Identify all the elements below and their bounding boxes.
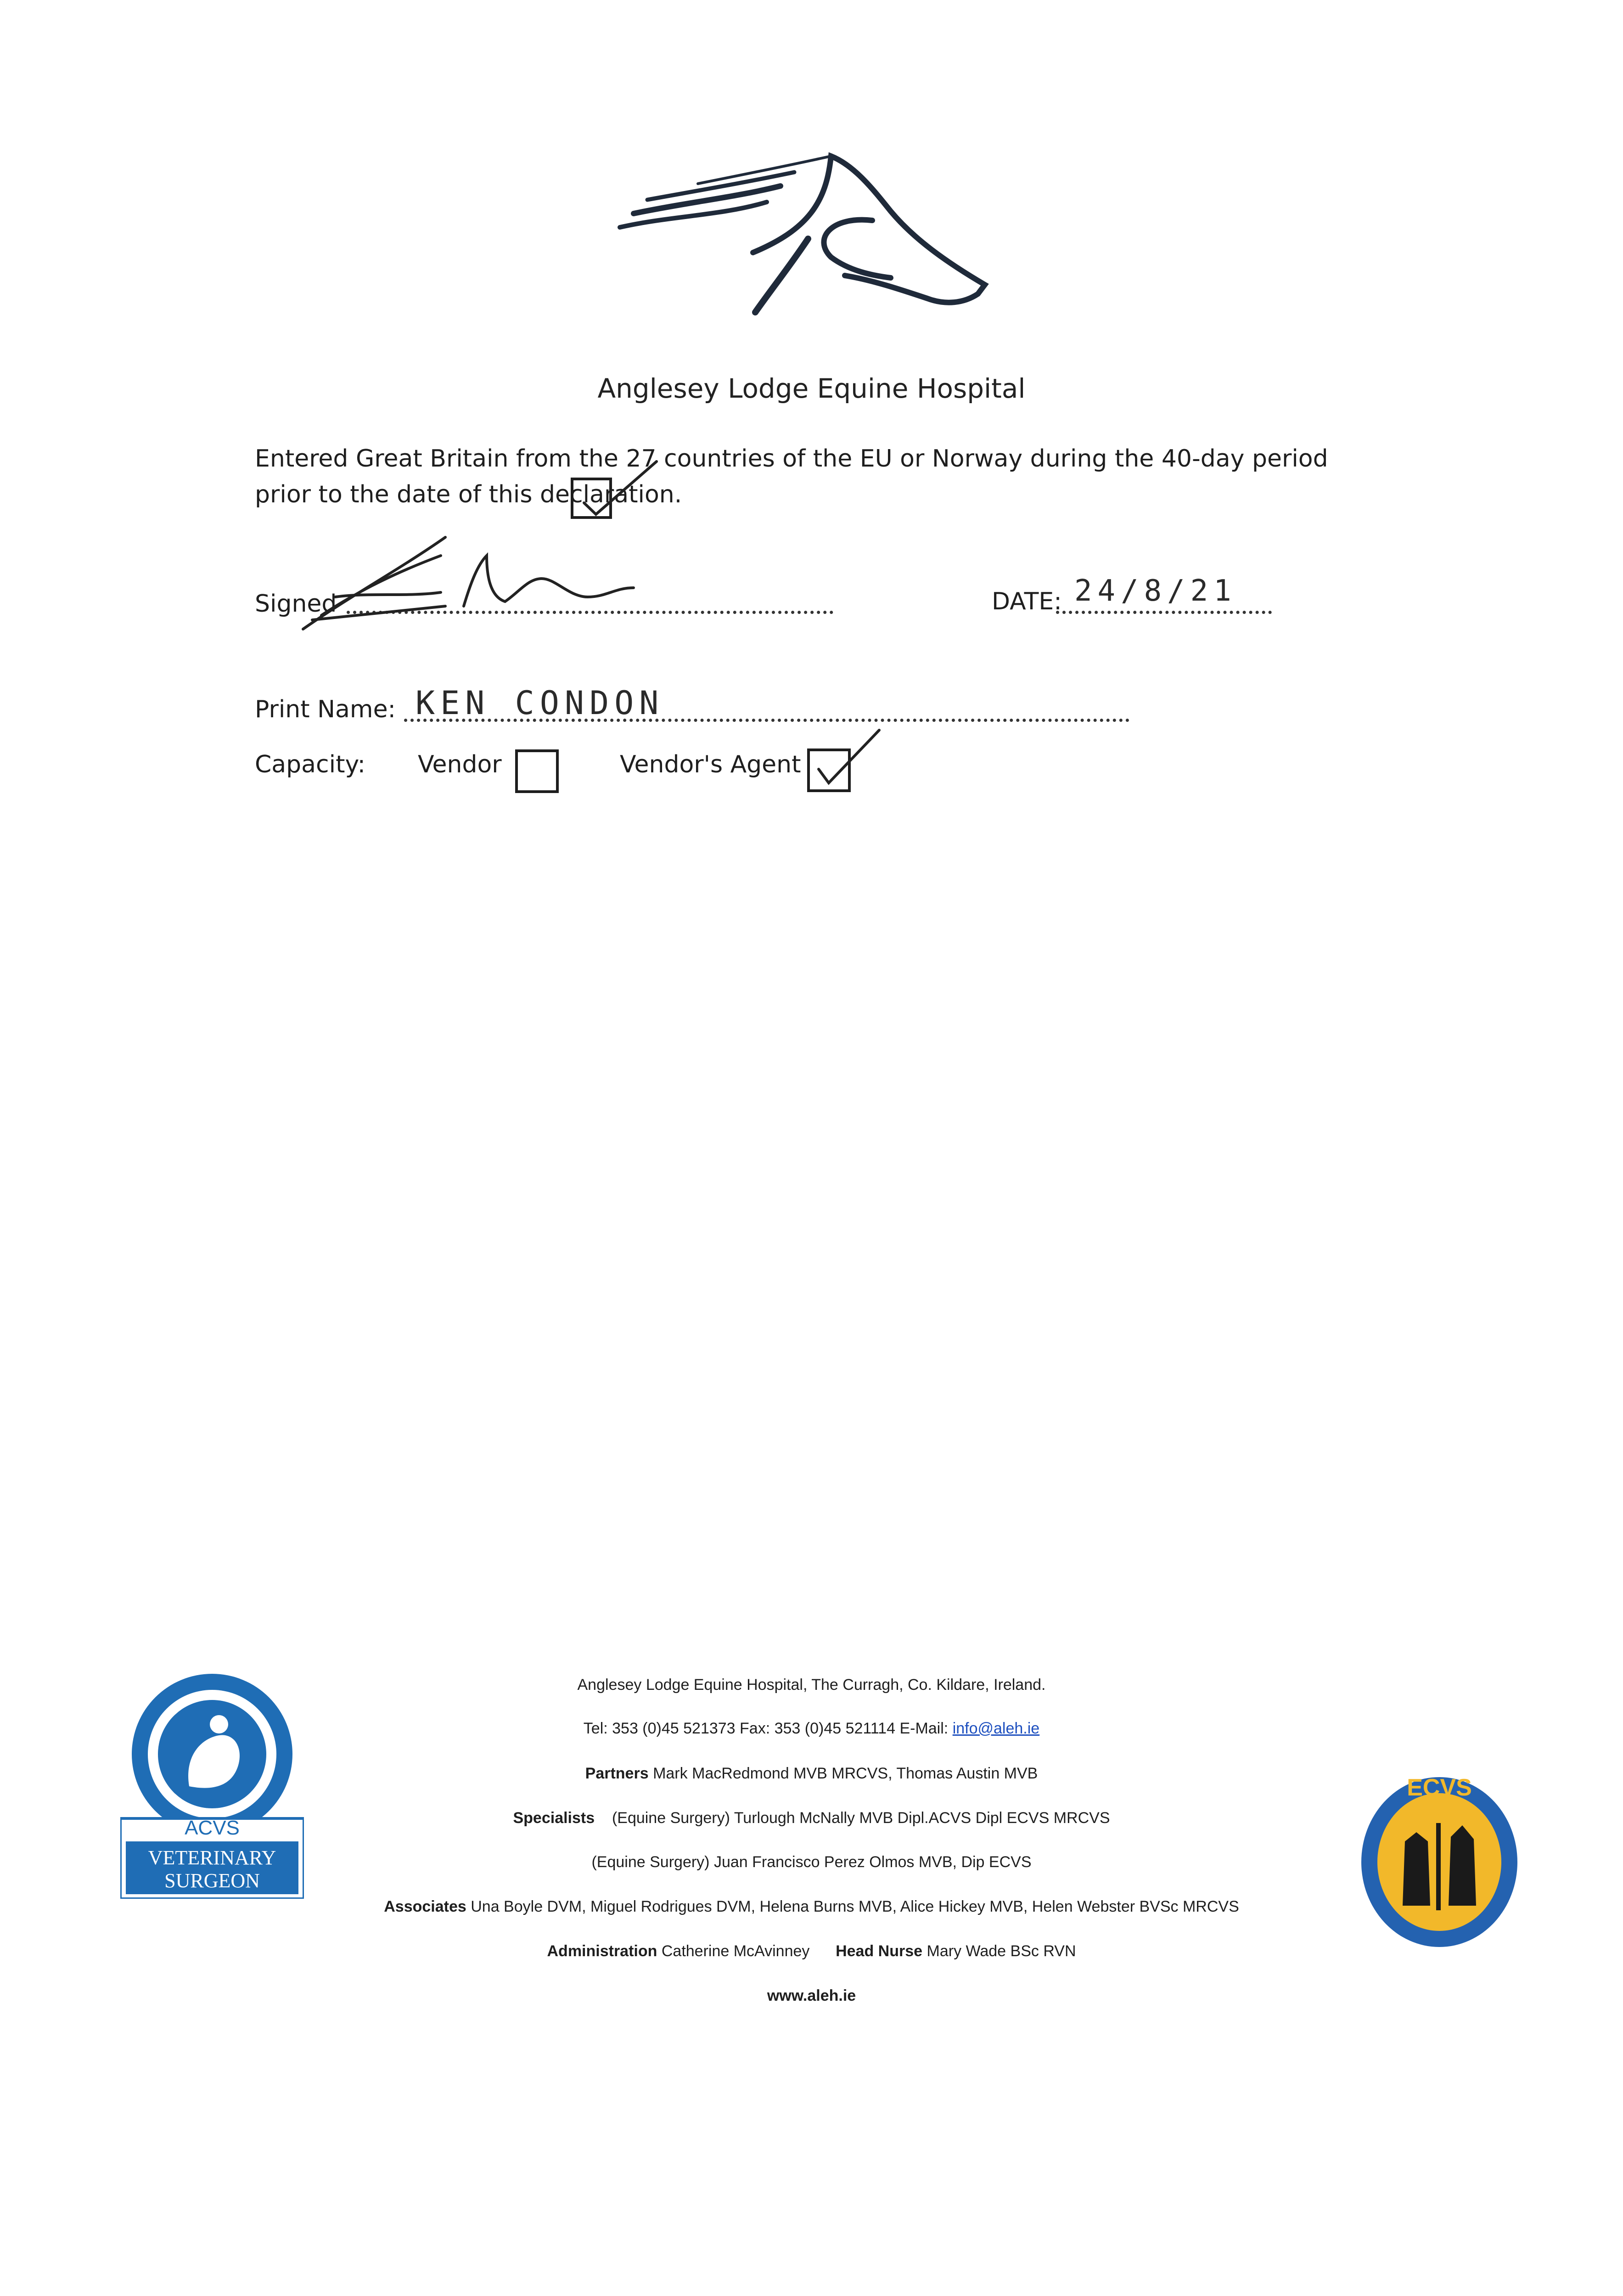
- footer-specialist-2: (Equine Surgery) Juan Francisco Perez Olmos MVB, Dip ECVS: [591, 1853, 1032, 1871]
- vendors-agent-option-label: Vendor's Agent: [620, 751, 801, 778]
- date-line: [1056, 611, 1272, 614]
- hospital-title: Anglesey Lodge Equine Hospital: [597, 373, 1026, 404]
- footer-address: Anglesey Lodge Equine Hospital, The Curragh, Co. Kildare, Ireland.: [577, 1676, 1046, 1694]
- print-name-value: KEN CONDON: [416, 684, 664, 722]
- vendor-checkbox[interactable]: [515, 749, 559, 793]
- email-link[interactable]: info@aleh.ie: [952, 1720, 1040, 1737]
- footer-administration: Administration Catherine McAvinney Head Nurse Mary Wade BSc RVN: [547, 1942, 1076, 1960]
- footer-website: [0, 1987, 1623, 2005]
- declaration-checkmark-icon: [574, 452, 666, 521]
- date-value: 24/8/21: [1074, 574, 1237, 608]
- footer-associates: Associates Una Boyle DVM, Miguel Rodrigues DVM, Helena Burns MVB, Alice Hickey MVB, Helen Webster BVSc MRCVS: [384, 1898, 1239, 1915]
- date-label: DATE:: [992, 588, 1062, 615]
- declaration-text: Entered Great Britain from the 27 countries of the EU or Norway during the 40-day period prior to the date of this declaration.: [255, 445, 1328, 508]
- print-name-label: Print Name:: [255, 696, 396, 723]
- signed-label: Signed: [255, 590, 337, 618]
- acvs-top-text: ACVS: [185, 1817, 240, 1839]
- signature-scribble: [294, 528, 643, 638]
- website-link[interactable]: www.aleh.ie: [767, 1987, 856, 2004]
- ecvs-badge: [1354, 1759, 1520, 1952]
- horse-head-logo: [615, 147, 996, 321]
- acvs-line2-text: SURGEON: [164, 1869, 260, 1892]
- footer-specialists: Specialists (Equine Surgery) Turlough McNally MVB Dipl.ACVS Dipl ECVS MRCVS: [513, 1809, 1110, 1827]
- footer-contact: Tel: 353 (0)45 521373 Fax: 353 (0)45 521114 E-Mail: info@aleh.ie: [583, 1720, 1040, 1737]
- vendor-option-label: Vendor: [418, 751, 502, 778]
- ecvs-top-text: ECVS: [1407, 1774, 1472, 1801]
- acvs-veterinary-surgeon-badge: [120, 1671, 304, 1899]
- vendors-agent-checkmark-icon: [810, 726, 884, 790]
- acvs-line1-text: VETERINARY: [148, 1846, 276, 1869]
- footer-partners: Partners Mark MacRedmond MVB MRCVS, Thomas Austin MVB: [585, 1765, 1038, 1782]
- capacity-label: Capacity:: [255, 751, 365, 778]
